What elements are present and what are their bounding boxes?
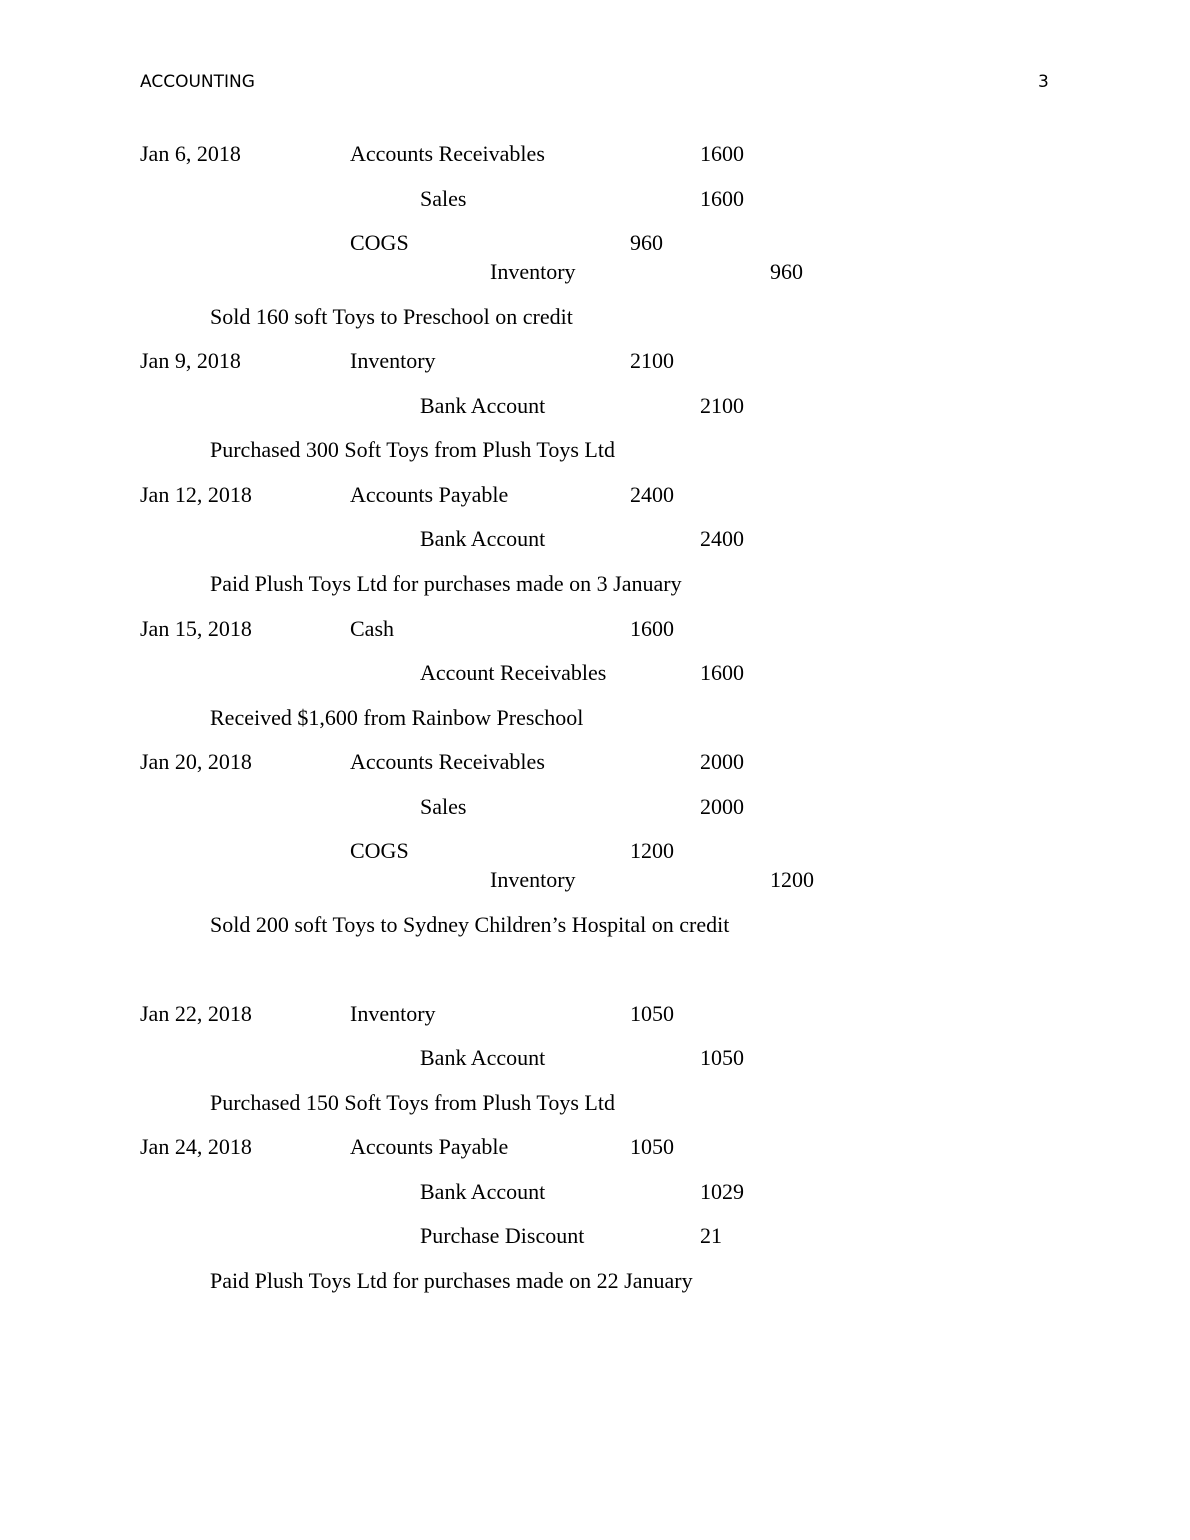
debit-amount: 2400 <box>630 482 674 507</box>
running-header: ACCOUNTING <box>140 72 255 92</box>
entry-date: Jan 15, 2018 <box>140 616 252 641</box>
entry-narration: Sold 160 soft Toys to Preschool on credit <box>210 304 573 329</box>
credit-amount: 2100 <box>700 393 744 418</box>
credit-account: Bank Account <box>420 526 546 551</box>
entry-narration: Received $1,600 from Rainbow Preschool <box>210 705 584 730</box>
debit-account: COGS <box>350 838 409 863</box>
entry-date: Jan 6, 2018 <box>140 141 241 166</box>
entry-narration: Purchased 300 Soft Toys from Plush Toys Ltd <box>210 437 615 462</box>
debit-account: Inventory <box>350 348 436 373</box>
credit-amount: 1050 <box>700 1045 744 1070</box>
debit-account: COGS <box>350 230 409 255</box>
entry-narration: Purchased 150 Soft Toys from Plush Toys Ltd <box>210 1090 615 1115</box>
debit-amount: 1050 <box>630 1134 674 1159</box>
entry-date: Jan 24, 2018 <box>140 1134 252 1159</box>
entry-date: Jan 20, 2018 <box>140 749 252 774</box>
entry-narration: Sold 200 soft Toys to Sydney Children’s Hospital on credit <box>210 912 730 937</box>
page-number: 3 <box>1038 72 1049 92</box>
debit-amount: 1200 <box>630 838 674 863</box>
debit-amount: 2000 <box>700 749 744 774</box>
debit-amount: 960 <box>630 230 663 255</box>
debit-account: Cash <box>350 616 394 641</box>
credit-account: Bank Account <box>420 1179 546 1204</box>
entry-date: Jan 22, 2018 <box>140 1001 252 1026</box>
credit-account: Sales <box>420 186 467 211</box>
credit-account: Bank Account <box>420 393 546 418</box>
credit-amount: 2000 <box>700 794 744 819</box>
credit-amount: 2400 <box>700 526 744 551</box>
credit-amount: 1600 <box>700 186 744 211</box>
entry-date: Jan 9, 2018 <box>140 348 241 373</box>
debit-amount: 2100 <box>630 348 674 373</box>
credit-account: Inventory <box>490 867 576 892</box>
debit-account: Inventory <box>350 1001 436 1026</box>
credit-amount: 960 <box>770 259 803 284</box>
credit-amount: 1029 <box>700 1179 744 1204</box>
credit-account: Sales <box>420 794 467 819</box>
credit-account: Account Receivables <box>420 660 607 685</box>
debit-amount: 1600 <box>630 616 674 641</box>
credit-amount: 1200 <box>770 867 814 892</box>
entry-date: Jan 12, 2018 <box>140 482 252 507</box>
credit-account: Inventory <box>490 259 576 284</box>
debit-amount: 1600 <box>700 141 744 166</box>
debit-account: Accounts Receivables <box>350 749 545 774</box>
debit-account: Accounts Receivables <box>350 141 545 166</box>
debit-account: Accounts Payable <box>350 482 509 507</box>
debit-amount: 1050 <box>630 1001 674 1026</box>
credit-amount: 1600 <box>700 660 744 685</box>
entry-narration: Paid Plush Toys Ltd for purchases made on 3 January <box>210 571 682 596</box>
credit-amount: 21 <box>700 1223 722 1248</box>
entry-narration: Paid Plush Toys Ltd for purchases made on 22 January <box>210 1268 693 1293</box>
debit-account: Accounts Payable <box>350 1134 509 1159</box>
credit-account: Purchase Discount <box>420 1223 585 1248</box>
credit-account: Bank Account <box>420 1045 546 1070</box>
